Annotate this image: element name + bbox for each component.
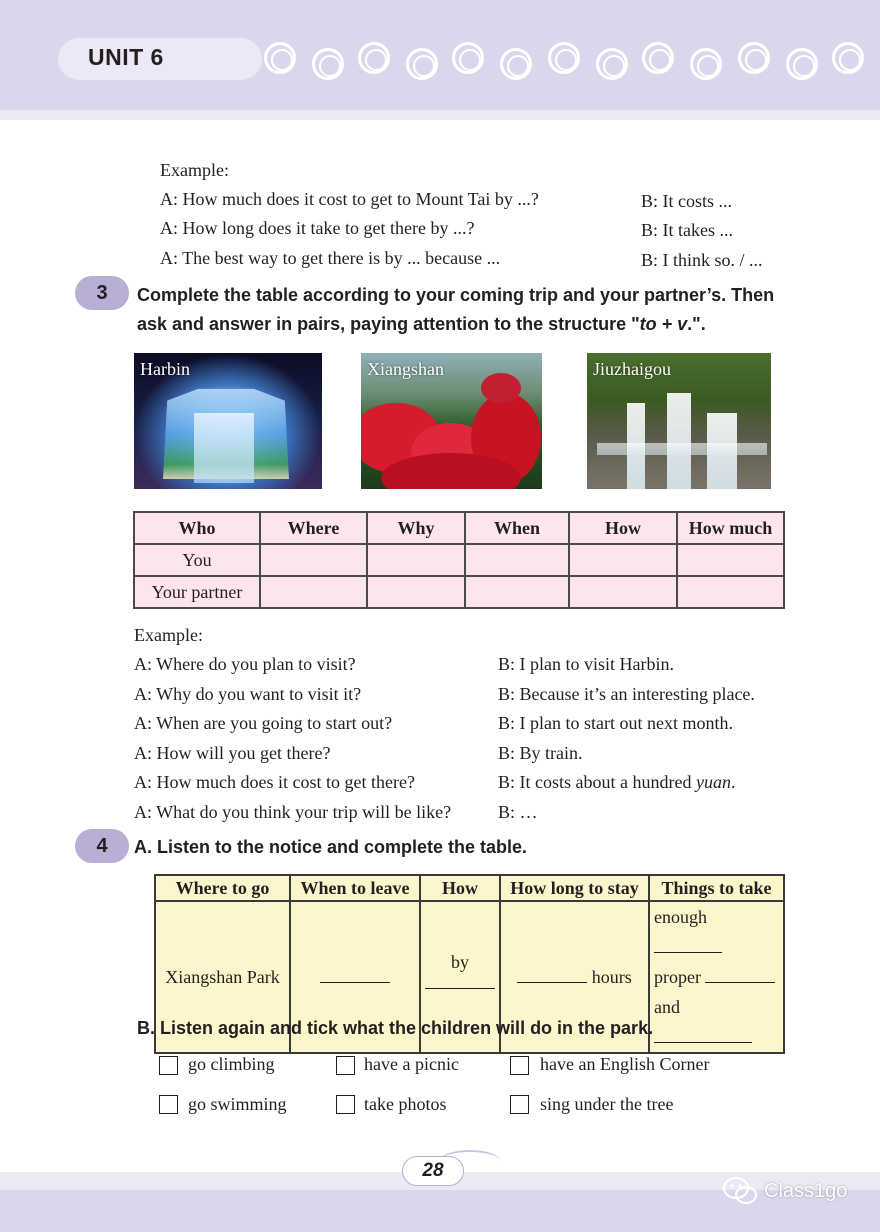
checkbox[interactable] — [510, 1056, 529, 1075]
task-number-badge: 3 — [75, 276, 129, 310]
table-header: Where — [260, 512, 367, 544]
photo-caption: Jiuzhaigou — [593, 359, 671, 379]
example-line-b: B: By train. — [498, 743, 583, 763]
table-header: How — [569, 512, 677, 544]
checkbox[interactable] — [159, 1095, 178, 1114]
option-label: have an English Corner — [540, 1054, 710, 1074]
example-line-b: B: It takes ... — [641, 220, 733, 240]
unit-title: UNIT 6 — [88, 44, 164, 70]
hours-label: hours — [591, 966, 632, 987]
example-line-b: B: I plan to start out next month. — [498, 713, 733, 733]
table-header: Who — [134, 512, 260, 544]
answer-cell[interactable] — [569, 544, 677, 576]
example-line-b: B: I think so. / ... — [641, 250, 763, 270]
example-label: Example: — [134, 625, 203, 645]
example-line-b: B: It costs about a hundred yuan. — [498, 772, 736, 792]
option-label: have a picnic — [364, 1054, 459, 1074]
table-row — [134, 576, 784, 608]
example-line-a: A: How will you get there? — [134, 743, 331, 763]
answer-cell[interactable] — [465, 576, 569, 608]
example-line-a: A: The best way to get there is by ... because ... — [160, 248, 501, 268]
answer-cell[interactable] — [367, 576, 465, 608]
example-line-b: B: I plan to visit Harbin. — [498, 654, 674, 674]
answer-cell[interactable] — [677, 576, 784, 608]
task4-part-b-instruction: B. Listen again and tick what the children will do in the park. — [137, 1018, 654, 1038]
option-label: go climbing — [188, 1054, 275, 1074]
option-label: go swimming — [188, 1094, 287, 1114]
row-label: You — [134, 544, 260, 576]
things-label: and — [654, 997, 680, 1017]
example-line-a: A: How much does it cost to get to Mount Tai by ...? — [160, 189, 539, 209]
table-header: When — [465, 512, 569, 544]
example-line-a: A: When are you going to start out? — [134, 713, 393, 733]
example-line-b: B: … — [498, 802, 538, 822]
watermark: Class1go — [764, 1180, 848, 1202]
table-header: How long to stay — [500, 875, 649, 901]
table-header: How — [420, 875, 500, 901]
answer-blank[interactable] — [705, 967, 775, 983]
task-number-badge: 4 — [75, 829, 129, 863]
table-row — [134, 544, 784, 576]
table-header: How much — [677, 512, 784, 544]
option-label: take photos — [364, 1094, 447, 1114]
task3-instruction-line2: ask and answer in pairs, paying attention to the structure "to + v.". — [137, 314, 706, 334]
photo-xiangshan — [361, 353, 542, 489]
example-line-a: A: Where do you plan to visit? — [134, 654, 356, 674]
photo-caption: Xiangshan — [367, 359, 444, 379]
answer-cell[interactable] — [260, 576, 367, 608]
checkbox[interactable] — [159, 1056, 178, 1075]
example-label: Example: — [160, 160, 229, 180]
row-label: Your partner — [134, 576, 260, 608]
how-label: by — [451, 952, 469, 972]
photo-caption: Harbin — [140, 359, 190, 379]
photo-jiuzhaigou — [587, 353, 771, 489]
task3-instruction-line1: Complete the table according to your coming trip and your partner’s. Then — [137, 285, 775, 305]
example-line-a: A: Why do you want to visit it? — [134, 684, 362, 704]
table-header: Things to take — [649, 875, 784, 901]
photo-harbin — [134, 353, 322, 489]
answer-blank[interactable] — [320, 967, 390, 983]
answer-cell[interactable] — [569, 576, 677, 608]
answer-cell[interactable] — [260, 544, 367, 576]
answer-blank[interactable] — [654, 1027, 752, 1043]
answer-cell[interactable] — [367, 544, 465, 576]
example-line-a: A: How much does it cost to get there? — [134, 772, 415, 792]
answer-blank[interactable] — [654, 937, 722, 953]
answer-cell[interactable] — [465, 544, 569, 576]
example-line-b: B: It costs ... — [641, 191, 733, 211]
trip-table — [133, 511, 785, 609]
option-label: sing under the tree — [540, 1094, 674, 1114]
things-label: enough — [654, 907, 707, 927]
answer-blank[interactable] — [517, 967, 587, 983]
things-cell — [649, 901, 784, 1053]
table-header: When to leave — [290, 875, 420, 901]
example-line-b: B: Because it’s an interesting place. — [498, 684, 755, 704]
things-label: proper — [654, 967, 701, 987]
wechat-icon — [722, 1176, 758, 1206]
checkbox[interactable] — [510, 1095, 529, 1114]
checkbox[interactable] — [336, 1095, 355, 1114]
checkbox[interactable] — [336, 1056, 355, 1075]
example-line-a: A: How long does it take to get there by ...? — [160, 218, 475, 238]
header-strip — [0, 110, 880, 120]
place-cell: Xiangshan Park — [155, 901, 290, 1053]
answer-cell[interactable] — [677, 544, 784, 576]
task4-part-a-instruction: A. Listen to the notice and complete the table. — [134, 837, 528, 857]
page-number: 28 — [422, 1160, 444, 1181]
table-header: Where to go — [155, 875, 290, 901]
example-line-a: A: What do you think your trip will be like? — [134, 802, 452, 822]
table-header: Why — [367, 512, 465, 544]
answer-blank[interactable] — [425, 973, 495, 989]
